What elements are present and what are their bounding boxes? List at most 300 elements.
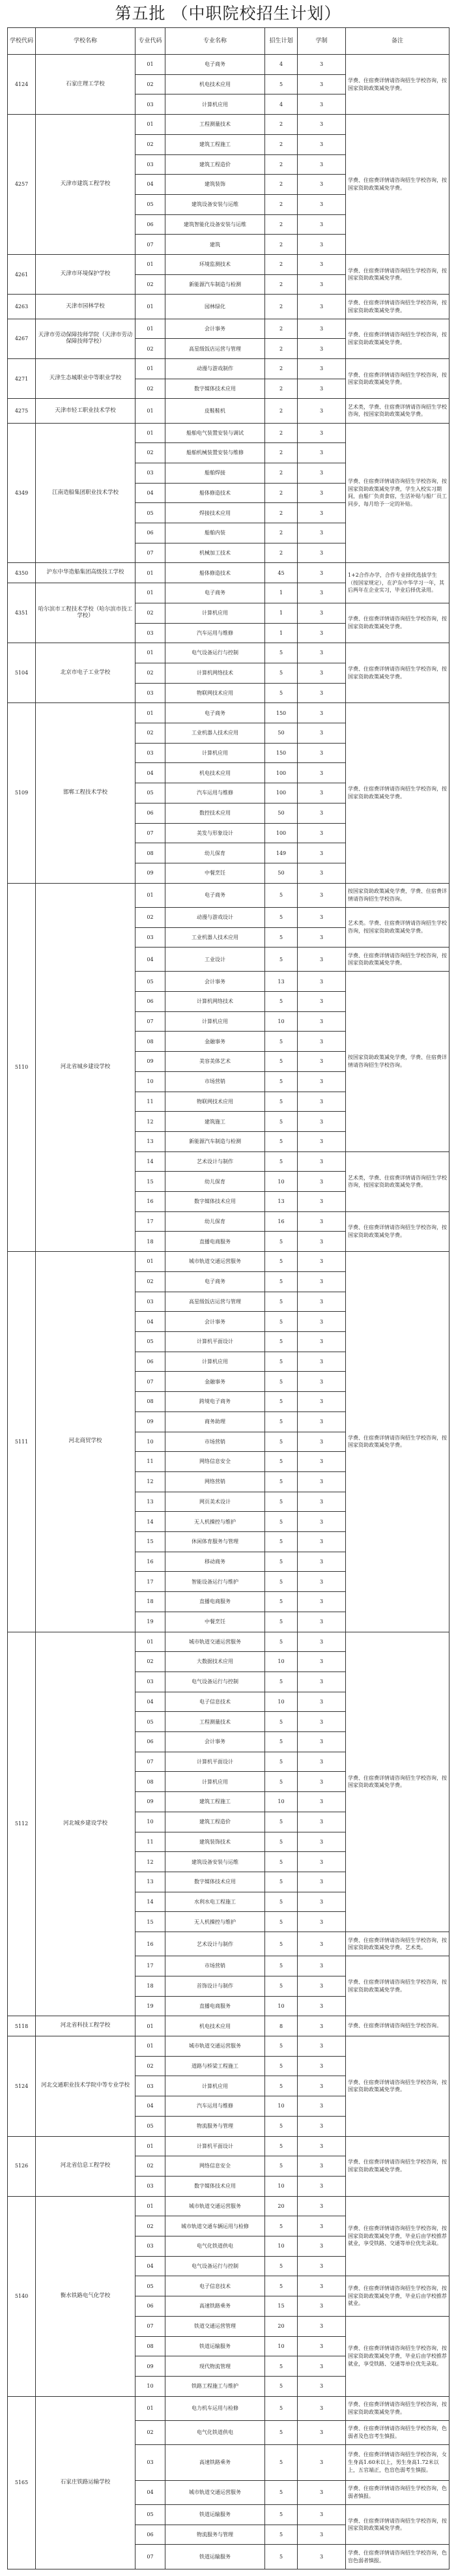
major-code: 03: [135, 2076, 165, 2096]
remark: 学费、住宿费详情请咨询招生学校咨询，按国家资助政策减免学费。: [346, 2396, 449, 2420]
enrollment-plan: 5: [265, 1872, 298, 1892]
major-name: 电气化铁道供电: [165, 2236, 265, 2257]
schooling-years: 3: [298, 1652, 346, 1672]
schooling-years: 3: [298, 2276, 346, 2296]
schooling-years: 3: [298, 55, 346, 75]
enrollment-plan: 5: [265, 2525, 298, 2545]
schooling-years: 3: [298, 843, 346, 863]
major-code: 07: [135, 1011, 165, 1032]
schooling-years: 3: [298, 1052, 346, 1072]
column-header: 专业代码: [135, 28, 165, 55]
major-code: 17: [135, 1956, 165, 1976]
enrollment-plan: 5: [265, 1252, 298, 1272]
schooling-years: 3: [298, 1712, 346, 1732]
enrollment-plan: 5: [265, 2420, 298, 2444]
school-name: 江南造船集团职业技术学校: [36, 423, 135, 563]
major-name: 幼儿保育: [165, 843, 265, 863]
major-code: 04: [135, 2480, 165, 2504]
school-name: 河北商贸学校: [36, 1252, 135, 1632]
enrollment-plan: 5: [265, 1732, 298, 1752]
enrollment-plan: 2: [265, 274, 298, 295]
schooling-years: 3: [298, 1352, 346, 1372]
schooling-years: 3: [298, 1471, 346, 1492]
remark: 学费、住宿费详情请咨询招生学校咨询，色盲色弱者慎报。: [346, 2545, 449, 2569]
remark: 学费、住宿费详情请咨询招生学校咨询，按国家资助政策减免学费，学生入校实习期间，由船厂负责食宿，生活补贴与船厂员工同步，每月给予一定的补贴。: [346, 423, 449, 563]
schooling-years: 3: [298, 1432, 346, 1452]
major-name: 网页美术设计: [165, 1492, 265, 1512]
major-code: 18: [135, 1232, 165, 1252]
major-name: 道路与桥梁工程施工: [165, 2056, 265, 2076]
major-name: 无人机操控与维护: [165, 1912, 265, 1932]
remark: 学费、住宿费详情请咨询招生学校咨询。: [346, 2016, 449, 2036]
table-row: [8, 2396, 449, 2420]
enrollment-plan: 5: [265, 1471, 298, 1492]
major-code: 01: [135, 358, 165, 379]
enrollment-plan: 5: [265, 1331, 298, 1352]
major-code: 02: [135, 723, 165, 744]
enrollment-plan: 5: [265, 2036, 298, 2057]
admission-plan-table: [7, 27, 449, 2569]
enrollment-plan: 5: [265, 1552, 298, 1572]
major-name: 计算机应用: [165, 94, 265, 115]
enrollment-plan: 5: [265, 992, 298, 1012]
enrollment-plan: 5: [265, 1672, 298, 1692]
enrollment-plan: 5: [265, 663, 298, 683]
major-name: 中餐烹饪: [165, 1612, 265, 1632]
schooling-years: 3: [298, 2316, 346, 2336]
enrollment-plan: 5: [265, 2076, 298, 2096]
school-name: 天津市轻工职业技术学校: [36, 399, 135, 423]
major-code: 03: [135, 1672, 165, 1692]
major-name: 计算机应用: [165, 743, 265, 763]
enrollment-plan: 5: [265, 1312, 298, 1332]
schooling-years: 3: [298, 543, 346, 563]
major-code: 01: [135, 583, 165, 603]
major-name: 计算机网络技术: [165, 663, 265, 683]
school-code: 5124: [8, 2036, 36, 2137]
enrollment-plan: 5: [265, 1452, 298, 1472]
major-code: 01: [135, 295, 165, 319]
schooling-years: 3: [298, 2356, 346, 2377]
major-name: 建筑工程造价: [165, 154, 265, 175]
major-name: 电子商务: [165, 703, 265, 723]
enrollment-plan: 5: [265, 1131, 298, 1151]
schooling-years: 3: [298, 194, 346, 214]
enrollment-plan: 5: [265, 2136, 298, 2156]
enrollment-plan: 5: [265, 1032, 298, 1052]
major-code: 12: [135, 1852, 165, 1872]
schooling-years: 3: [298, 1956, 346, 1976]
school-name: 天津市劳动保障技师学院（天津市劳动保障技师学校）: [36, 319, 135, 358]
major-name: 铁道运输服务: [165, 2545, 265, 2569]
enrollment-plan: 5: [265, 1632, 298, 1652]
enrollment-plan: 5: [265, 1372, 298, 1392]
major-name: 会计事务: [165, 319, 265, 339]
enrollment-plan: 5: [265, 2156, 298, 2177]
major-code: 10: [135, 1071, 165, 1092]
major-code: 04: [135, 483, 165, 503]
schooling-years: 3: [298, 1912, 346, 1932]
schooling-years: 3: [298, 972, 346, 992]
major-code: 06: [135, 523, 165, 543]
major-code: 11: [135, 1452, 165, 1472]
table-row: [8, 643, 449, 663]
major-code: 03: [135, 94, 165, 115]
schooling-years: 3: [298, 235, 346, 255]
remark: 学费、住宿费详情请咨询招生学校咨询，按国家资助政策减免学费，毕业后由学校推荐就业，享受铁路、交通等单位优先录取。: [346, 2316, 449, 2396]
schooling-years: 3: [298, 2096, 346, 2117]
enrollment-plan: 2: [265, 379, 298, 399]
table-row: [8, 423, 449, 443]
column-header: 学制: [298, 28, 346, 55]
remark: 学费、住宿费详情请咨询招生学校咨询，女生身高1.60米以上，男生身高1.72米以上，五官端正，色盲色弱考生慎报。: [346, 2444, 449, 2480]
major-code: 01: [135, 1632, 165, 1652]
schooling-years: 3: [298, 703, 346, 723]
schooling-years: 3: [298, 94, 346, 115]
schooling-years: 3: [298, 1996, 346, 2016]
major-code: 01: [135, 643, 165, 663]
enrollment-plan: 5: [265, 1411, 298, 1432]
schooling-years: 3: [298, 663, 346, 683]
enrollment-plan: 10: [265, 1792, 298, 1812]
enrollment-plan: 5: [265, 2396, 298, 2420]
schooling-years: 3: [298, 2444, 346, 2480]
enrollment-plan: 1: [265, 603, 298, 623]
major-code: 03: [135, 2176, 165, 2196]
schooling-years: 3: [298, 1512, 346, 1532]
schooling-years: 3: [298, 2376, 346, 2396]
enrollment-plan: 5: [265, 948, 298, 972]
enrollment-plan: 2: [265, 319, 298, 339]
major-name: 电子信息技术: [165, 2276, 265, 2296]
major-name: 首饰设计与制作: [165, 1976, 265, 1996]
enrollment-plan: 1: [265, 623, 298, 643]
schooling-years: 3: [298, 743, 346, 763]
school-code: 4267: [8, 319, 36, 358]
school-name: 天津市环境保护学校: [36, 255, 135, 295]
major-name: 休闲体育服务与管理: [165, 1532, 265, 1552]
remark: 学费、住宿费详情请咨询招生学校咨询，按国家资助政策减免学费。: [346, 358, 449, 398]
school-name: 河北交通职业技术学院中等专业学校: [36, 2036, 135, 2137]
major-code: 04: [135, 948, 165, 972]
schooling-years: 3: [298, 523, 346, 543]
schooling-years: 3: [298, 443, 346, 463]
enrollment-plan: 10: [265, 2176, 298, 2196]
enrollment-plan: 50: [265, 863, 298, 883]
major-name: 城市轨道交通运营服务: [165, 2480, 265, 2504]
major-name: 现代物流管理: [165, 2356, 265, 2377]
remark: 按国家资助政策减免学费，学费、住宿费详情请咨询招生学校咨询。: [346, 883, 449, 907]
remark: 艺术类，学费、住宿费详情请咨询招生学校咨询，按国家资助政策减免学费。: [346, 399, 449, 423]
major-code: 02: [135, 74, 165, 94]
school-code: 5110: [8, 883, 36, 1252]
remark: 学费、住宿费详情请咨询招生学校咨询，按国家资助政策减免学费。: [346, 255, 449, 295]
major-name: 工程测量技术: [165, 115, 265, 135]
schooling-years: 3: [298, 723, 346, 744]
major-code: 09: [135, 863, 165, 883]
table-row: [8, 1632, 449, 1652]
major-name: 美发与形象设计: [165, 823, 265, 843]
major-code: 04: [135, 175, 165, 195]
enrollment-plan: 5: [265, 2444, 298, 2480]
remark: 学费、住宿费详情请咨询招生学校咨询，按国家资助政策减免学费。: [346, 115, 449, 255]
major-code: 05: [135, 1331, 165, 1352]
school-name: 石家庄铁路运输学校: [36, 2396, 135, 2569]
schooling-years: 3: [298, 2236, 346, 2257]
schooling-years: 3: [298, 863, 346, 883]
school-code: 5118: [8, 2016, 36, 2036]
schooling-years: 3: [298, 1312, 346, 1332]
major-name: 焊接技术应用: [165, 503, 265, 523]
enrollment-plan: 5: [265, 1772, 298, 1792]
major-code: 02: [135, 339, 165, 359]
school-code: 5104: [8, 643, 36, 703]
remark: 艺术类，学费、住宿费详情请咨询招生学校咨询，按国家资助政策减免学费。: [346, 1151, 449, 1211]
schooling-years: 3: [298, 503, 346, 523]
major-code: 01: [135, 55, 165, 75]
major-name: 计算机应用: [165, 1011, 265, 1032]
major-code: 02: [135, 1271, 165, 1292]
schooling-years: 3: [298, 1392, 346, 1412]
major-name: 汽车运用与维修: [165, 783, 265, 803]
enrollment-plan: 5: [265, 1592, 298, 1612]
schooling-years: 3: [298, 683, 346, 703]
schooling-years: 3: [298, 214, 346, 235]
school-code: 5126: [8, 2136, 36, 2196]
table-row: [8, 703, 449, 723]
school-name: 河北省城乡建设学校: [36, 883, 135, 1252]
enrollment-plan: 5: [265, 2216, 298, 2236]
major-name: 机电技术应用: [165, 763, 265, 783]
schooling-years: 3: [298, 1976, 346, 1996]
major-code: 04: [135, 1692, 165, 1712]
schooling-years: 3: [298, 1572, 346, 1592]
remark: 学费、住宿费详情请咨询招生学校咨询，按国家资助政策减免学费。: [346, 55, 449, 115]
major-code: 05: [135, 783, 165, 803]
remark: 学费、住宿费详情请咨询招生学校咨询，按国家资助政策减免学费。: [346, 1211, 449, 1251]
major-code: 01: [135, 2196, 165, 2216]
major-code: 15: [135, 1912, 165, 1932]
major-name: 工程测量技术: [165, 1712, 265, 1732]
major-code: 02: [135, 379, 165, 399]
schooling-years: 3: [298, 1852, 346, 1872]
school-name: 河北省科技工程学校: [36, 2016, 135, 2036]
table-row: [8, 1252, 449, 1272]
schooling-years: 3: [298, 2136, 346, 2156]
schooling-years: 3: [298, 1271, 346, 1292]
major-name: 电气化铁道供电: [165, 2420, 265, 2444]
remark: 学费、住宿费详情请咨询招生学校咨询，按国家资助政策减免学费。: [346, 603, 449, 643]
major-code: 13: [135, 1492, 165, 1512]
enrollment-plan: 45: [265, 563, 298, 583]
major-code: 04: [135, 763, 165, 783]
major-name: 工业设计: [165, 948, 265, 972]
enrollment-plan: 5: [265, 2276, 298, 2296]
schooling-years: 3: [298, 1792, 346, 1812]
schooling-years: 3: [298, 2216, 346, 2236]
enrollment-plan: 5: [265, 1112, 298, 1132]
major-code: 08: [135, 1772, 165, 1792]
remark: 学费、住宿费详情请咨询招生学校咨询，色弱者及色盲考生慎报。: [346, 2420, 449, 2444]
major-name: 电力机车运用与检修: [165, 2396, 265, 2420]
schooling-years: 3: [298, 1552, 346, 1572]
schooling-years: 3: [298, 2196, 346, 2216]
major-code: 05: [135, 2116, 165, 2136]
enrollment-plan: 5: [265, 883, 298, 907]
enrollment-plan: 13: [265, 972, 298, 992]
schooling-years: 3: [298, 1011, 346, 1032]
remark: 学费、住宿费详情请咨询招生学校咨询，按国家资助政策减免学费。: [346, 948, 449, 972]
enrollment-plan: 5: [265, 1092, 298, 1112]
enrollment-plan: 1: [265, 583, 298, 603]
school-name: 哈尔滨市工程技术学校（哈尔滨市技工学校）: [36, 583, 135, 643]
schooling-years: 3: [298, 603, 346, 623]
schooling-years: 3: [298, 134, 346, 154]
enrollment-plan: 5: [265, 1512, 298, 1532]
enrollment-plan: 5: [265, 2480, 298, 2504]
major-code: 04: [135, 2256, 165, 2276]
major-name: 计算机应用: [165, 1352, 265, 1372]
enrollment-plan: 5: [265, 907, 298, 927]
major-code: 12: [135, 1112, 165, 1132]
enrollment-plan: 10: [265, 1996, 298, 2016]
schooling-years: 3: [298, 463, 346, 483]
major-code: 03: [135, 1292, 165, 1312]
remark: 学费、住宿费详情请咨询招生学校咨询，按国家资助政策减免学费。: [346, 703, 449, 883]
enrollment-plan: 5: [265, 1292, 298, 1312]
enrollment-plan: 5: [265, 1612, 298, 1632]
major-name: 物流服务与管理: [165, 2525, 265, 2545]
remark: 学费、住宿费详情请咨询招生学校咨询，按国家资助政策减免学费，毕业后由学校推荐就业，享受铁路、交通等单位优先录取。: [346, 2196, 449, 2276]
enrollment-plan: 5: [265, 1232, 298, 1252]
enrollment-plan: 5: [265, 1976, 298, 1996]
major-name: 数字媒体技术应用: [165, 1872, 265, 1892]
table-row: [8, 115, 449, 135]
major-name: 直播电商服务: [165, 1592, 265, 1612]
major-code: 03: [135, 743, 165, 763]
major-name: 船舶机械装置安装与维修: [165, 443, 265, 463]
schooling-years: 3: [298, 2116, 346, 2136]
enrollment-plan: 15: [265, 2296, 298, 2317]
enrollment-plan: 5: [265, 2376, 298, 2396]
major-name: 网络信息安全: [165, 2156, 265, 2177]
major-name: 物流服务与管理: [165, 2116, 265, 2136]
schooling-years: 3: [298, 1252, 346, 1272]
major-code: 09: [135, 1052, 165, 1072]
major-name: 船舶电气装置安装与调试: [165, 423, 265, 443]
schooling-years: 3: [298, 803, 346, 823]
table-row: [8, 2036, 449, 2057]
enrollment-plan: 5: [265, 1432, 298, 1452]
remark: 学费、住宿费详情请咨询招生学校咨询，按国家资助政策减免学费。: [346, 295, 449, 319]
remark: 1+2合作办学，合作专业择优选拔学生（按国家规定），在沪东中华学习一年，其后两年在企业实习，毕业后择优录用。: [346, 563, 449, 603]
school-code: 5165: [8, 2396, 36, 2569]
major-code: 10: [135, 1432, 165, 1452]
major-name: 计算机应用: [165, 603, 265, 623]
schooling-years: 3: [298, 583, 346, 603]
schooling-years: 3: [298, 2480, 346, 2504]
column-header: 备注: [346, 28, 449, 55]
remark: 按国家资助政策减免学费，学费、住宿费详情请咨询招生学校咨询。: [346, 972, 449, 1151]
schooling-years: 3: [298, 2420, 346, 2444]
remark: 学费、住宿费详情请咨询招生学校咨询，按国家资助政策减免学费。: [346, 2504, 449, 2544]
enrollment-plan: 5: [265, 1572, 298, 1592]
major-name: 水利水电工程施工: [165, 1892, 265, 1912]
major-code: 03: [135, 154, 165, 175]
schooling-years: 3: [298, 1632, 346, 1652]
schooling-years: 3: [298, 423, 346, 443]
major-code: 01: [135, 703, 165, 723]
major-code: 06: [135, 992, 165, 1012]
enrollment-plan: 10: [265, 1692, 298, 1712]
major-name: 美容美体艺术: [165, 1052, 265, 1072]
major-name: 电子商务: [165, 55, 265, 75]
major-name: 中餐烹饪: [165, 863, 265, 883]
major-code: 06: [135, 2525, 165, 2545]
enrollment-plan: 5: [265, 1052, 298, 1072]
major-code: 15: [135, 1532, 165, 1552]
major-name: 铁道运输服务: [165, 2336, 265, 2356]
enrollment-plan: 16: [265, 1211, 298, 1232]
schooling-years: 3: [298, 399, 346, 423]
enrollment-plan: 5: [265, 2116, 298, 2136]
enrollment-plan: 5: [265, 1932, 298, 1956]
major-code: 02: [135, 907, 165, 927]
schooling-years: 3: [298, 1812, 346, 1832]
schooling-years: 3: [298, 1032, 346, 1052]
major-code: 13: [135, 1131, 165, 1151]
major-code: 02: [135, 2420, 165, 2444]
schooling-years: 3: [298, 948, 346, 972]
major-name: 计算机应用: [165, 1772, 265, 1792]
school-name: 天津市园林学校: [36, 295, 135, 319]
table-row: [8, 295, 449, 319]
major-code: 02: [135, 1652, 165, 1672]
schooling-years: 3: [298, 2056, 346, 2076]
schooling-years: 3: [298, 623, 346, 643]
major-name: 建筑: [165, 235, 265, 255]
major-name: 会计事务: [165, 972, 265, 992]
school-name: 天津市建筑工程学校: [36, 115, 135, 255]
school-code: 4351: [8, 583, 36, 643]
major-name: 电气设备运行与控制: [165, 1672, 265, 1692]
major-code: 07: [135, 2316, 165, 2336]
major-code: 09: [135, 1792, 165, 1812]
major-code: 19: [135, 1612, 165, 1632]
major-code: 03: [135, 927, 165, 948]
schooling-years: 3: [298, 1732, 346, 1752]
school-name: 天津生态城职业中等职业学校: [36, 358, 135, 398]
major-code: 19: [135, 1996, 165, 2016]
remark: 学费、住宿费详情请咨询招生学校咨询，按国家资助政策减免学费。: [346, 1632, 449, 1932]
major-name: 数字媒体技术应用: [165, 379, 265, 399]
major-name: 计算机平面设计: [165, 2136, 265, 2156]
school-name: 沪东中华造船集团高级技工学校: [36, 563, 135, 583]
major-name: 会计事务: [165, 1732, 265, 1752]
major-name: 船舶内装: [165, 523, 265, 543]
table-row: [8, 563, 449, 583]
major-name: 直播电商服务: [165, 1232, 265, 1252]
enrollment-plan: 150: [265, 743, 298, 763]
major-code: 02: [135, 443, 165, 463]
enrollment-plan: 5: [265, 1271, 298, 1292]
schooling-years: 3: [298, 1872, 346, 1892]
major-name: 铁道运输服务: [165, 2504, 265, 2525]
enrollment-plan: 5: [265, 1151, 298, 1172]
major-name: 艺术设计与制作: [165, 1932, 265, 1956]
schooling-years: 3: [298, 1672, 346, 1692]
major-code: 01: [135, 319, 165, 339]
